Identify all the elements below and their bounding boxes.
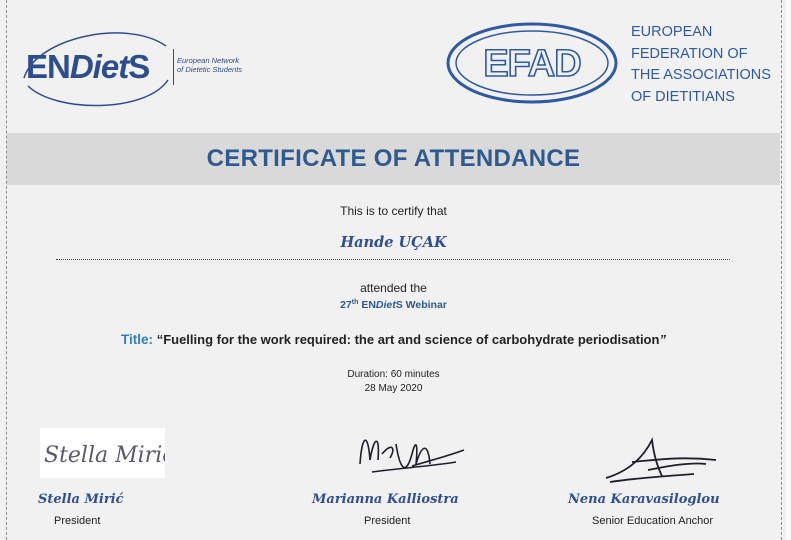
endiets-logo: [16, 18, 276, 110]
date-text: 28 May 2020: [364, 383, 423, 394]
signature-image-1: [40, 428, 165, 478]
dashed-border-right: [781, 0, 782, 540]
page-edge: [786, 0, 791, 540]
recipient-name: Hande UÇAK: [340, 234, 447, 251]
handwritten-signature-2: [352, 424, 472, 486]
endiets-subtitle: European Network of Dietetic Students: [177, 56, 243, 74]
signer-role-2: President: [364, 515, 411, 527]
svg-text:EFAD: EFAD: [483, 43, 581, 85]
efad-logo: [442, 20, 622, 105]
logo-divider: [173, 49, 174, 85]
title-band: [7, 133, 780, 185]
handwritten-signature-3: [596, 432, 726, 487]
signer-role-3: Senior Education Anchor: [592, 515, 714, 527]
signer-name-3: Nena Karavasiloglou: [568, 492, 720, 507]
signer-name-2: Marianna Kalliostra: [312, 492, 459, 507]
duration-text: Duration: 60 minutes: [347, 369, 440, 380]
signer-role-1: President: [54, 515, 101, 527]
webinar-name: 27th ENDietS Webinar: [340, 299, 447, 311]
recipient-underline: [56, 259, 730, 260]
talk-title: Title: “Fuelling for the work required: the art and science of carbohydrate periodisation”: [121, 332, 666, 347]
svg-text:Stella Mirić: Stella Mirić: [44, 443, 165, 468]
handwritten-signature-1: [40, 428, 165, 478]
certify-text: This is to certify that: [340, 204, 447, 218]
endiets-wordmark: ENDietS: [26, 48, 150, 85]
efad-federation-name: EUROPEAN FEDERATION OF THE ASSOCIATIONS OF DIETITIANS: [631, 24, 771, 105]
talk-title-label: Title:: [121, 332, 154, 347]
signer-name-1: Stella Mirić: [38, 492, 124, 507]
certificate-title: CERTIFICATE OF ATTENDANCE: [206, 145, 581, 172]
dashed-border-left: [6, 0, 7, 540]
efad-emblem-icon: [442, 20, 622, 105]
attended-text: attended the: [360, 281, 427, 295]
